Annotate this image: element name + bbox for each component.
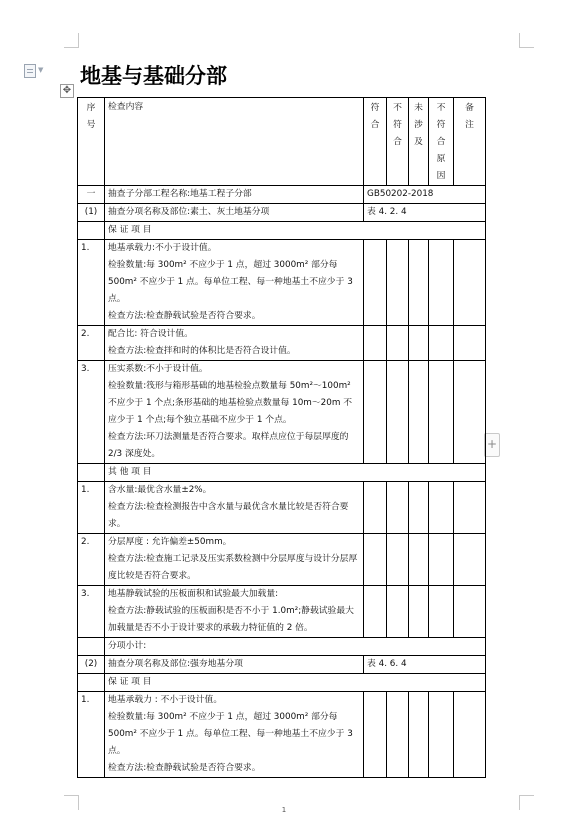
section-label: 保 证 项 目 xyxy=(105,222,486,240)
chevron-down-icon[interactable]: ▼ xyxy=(38,66,44,74)
cell-remarks[interactable] xyxy=(454,586,486,638)
header-not-conform: 不符合 xyxy=(387,98,409,186)
row-standard: GB50202-2018 xyxy=(364,186,486,204)
row-content: 抽查子分部工程名称:地基工程子分部 xyxy=(105,186,364,204)
row-content: 压实系数:不小于设计值。 检验数量:筏形与箱形基础的地基检验点数量每 50m²～100m² 不应少于 1 个点;条形基础的地基检验点数量每 10m～20m 不应少于 1 个点;每个独立基础不应少于 1 个点。 检查方法:环刀法测量是否符合要求。取样点应位于每层厚度的 2/3 深度处。 xyxy=(105,361,364,464)
add-row-plus-icon[interactable]: + xyxy=(484,433,500,457)
cell-remarks[interactable] xyxy=(454,361,486,464)
table-row xyxy=(78,204,486,222)
cell-not-involved[interactable] xyxy=(409,361,429,464)
cell-remarks[interactable] xyxy=(454,326,486,361)
table-row xyxy=(78,361,486,464)
cell-not-involved[interactable] xyxy=(409,534,429,586)
table-row xyxy=(78,482,486,534)
cell-reason[interactable] xyxy=(429,534,454,586)
cell-conform[interactable] xyxy=(364,586,387,638)
cell-not-conform[interactable] xyxy=(387,692,409,778)
table-row xyxy=(78,692,486,778)
row-seq: 2. xyxy=(78,326,105,361)
table-row xyxy=(78,326,486,361)
row-seq: (2) xyxy=(78,656,105,674)
section-row xyxy=(78,674,486,692)
section-row xyxy=(78,464,486,482)
cell-not-involved[interactable] xyxy=(409,482,429,534)
row-standard: 表 4. 2. 4 xyxy=(364,204,486,222)
cell-reason[interactable] xyxy=(429,482,454,534)
table-row xyxy=(78,586,486,638)
cell-reason[interactable] xyxy=(429,692,454,778)
section-row xyxy=(78,222,486,240)
header-content: 检查内容 xyxy=(105,98,364,186)
header-seq: 序号 xyxy=(78,98,105,186)
header-not-involved: 未涉及 xyxy=(409,98,429,186)
cell-reason[interactable] xyxy=(429,586,454,638)
row-seq: 2. xyxy=(78,534,105,586)
cell-not-involved[interactable] xyxy=(409,326,429,361)
section-label: 保 证 项 目 xyxy=(105,674,486,692)
row-content: 抽查分项名称及部位:强夯地基分项 xyxy=(105,656,364,674)
row-seq: 3. xyxy=(78,361,105,464)
row-content: 地基承载力:不小于设计值。 检验数量:每 300m² 不应少于 1 点，超过 3000m² 部分每 500m² 不应少于 1 点。每单位工程、每一种地基土不应少于 3 点。 检查方法:检查静载试验是否符合要求。 xyxy=(105,240,364,326)
table-move-handle-icon[interactable]: ✥ xyxy=(60,84,74,98)
header-reason: 不符合原因 xyxy=(429,98,454,186)
subtotal-row xyxy=(78,638,486,656)
table-header-row xyxy=(78,98,486,186)
row-content: 地基静载试验的压板面积和试验最大加载量: 检查方法:静载试验的压板面积是否不小于 1.0m²;静载试验最大加载量是否不小于设计要求的承载力特征值的 2 倍。 xyxy=(105,586,364,638)
page-number: 1 xyxy=(281,806,287,814)
cell-reason[interactable] xyxy=(429,240,454,326)
cell-not-conform[interactable] xyxy=(387,534,409,586)
row-seq: 一 xyxy=(78,186,105,204)
row-seq: (1) xyxy=(78,204,105,222)
cell-conform[interactable] xyxy=(364,361,387,464)
cell-not-conform[interactable] xyxy=(387,361,409,464)
cell-conform[interactable] xyxy=(364,240,387,326)
table-row xyxy=(78,240,486,326)
row-content: 配合比: 符合设计值。 检查方法:检查拌和时的体积比是否符合设计值。 xyxy=(105,326,364,361)
inspection-table xyxy=(77,97,486,778)
cell-conform[interactable] xyxy=(364,692,387,778)
header-remarks: 备注 xyxy=(454,98,486,186)
row-seq: 3. xyxy=(78,586,105,638)
cell-remarks[interactable] xyxy=(454,534,486,586)
table-row xyxy=(78,656,486,674)
subtotal-label: 分项小计: xyxy=(105,638,486,656)
cell-not-involved[interactable] xyxy=(409,692,429,778)
cell-not-involved[interactable] xyxy=(409,240,429,326)
cell-not-conform[interactable] xyxy=(387,326,409,361)
table-row xyxy=(78,186,486,204)
cell-not-conform[interactable] xyxy=(387,586,409,638)
cell-reason[interactable] xyxy=(429,361,454,464)
cell-not-involved[interactable] xyxy=(409,586,429,638)
row-content: 地基承载力 : 不小于设计值。 检验数量:每 300m² 不应少于 1 点，超过 3000m² 部分每 500m² 不应少于 1 点。每单位工程、每一种地基土不应少于 3 点。 检查方法:检查静载试验是否符合要求。 xyxy=(105,692,364,778)
page-title: 地基与基础分部 xyxy=(80,64,227,88)
cell-remarks[interactable] xyxy=(454,482,486,534)
crop-mark-top-right xyxy=(519,33,534,48)
row-content: 含水量:最优含水量±2%。 检查方法:检查检测报告中含水量与最优含水量比较是否符合要求。 xyxy=(105,482,364,534)
cell-reason[interactable] xyxy=(429,326,454,361)
crop-mark-top-left xyxy=(64,33,79,48)
row-seq: 1. xyxy=(78,482,105,534)
cell-not-conform[interactable] xyxy=(387,240,409,326)
section-label: 其 他 项 目 xyxy=(105,464,486,482)
table-row xyxy=(78,534,486,586)
document-icon[interactable] xyxy=(24,64,36,78)
row-content: 抽查分项名称及部位:素土、灰土地基分项 xyxy=(105,204,364,222)
cell-not-conform[interactable] xyxy=(387,482,409,534)
cell-conform[interactable] xyxy=(364,326,387,361)
row-standard: 表 4. 6. 4 xyxy=(364,656,486,674)
cell-remarks[interactable] xyxy=(454,240,486,326)
row-seq: 1. xyxy=(78,240,105,326)
row-content: 分层厚度 : 允许偏差±50mm。 检查方法:检查施工记录及压实系数检测中分层厚度与设计分层厚度比较是否符合要求。 xyxy=(105,534,364,586)
cell-conform[interactable] xyxy=(364,534,387,586)
cell-conform[interactable] xyxy=(364,482,387,534)
cell-remarks[interactable] xyxy=(454,692,486,778)
row-seq: 1. xyxy=(78,692,105,778)
header-conform: 符合 xyxy=(364,98,387,186)
